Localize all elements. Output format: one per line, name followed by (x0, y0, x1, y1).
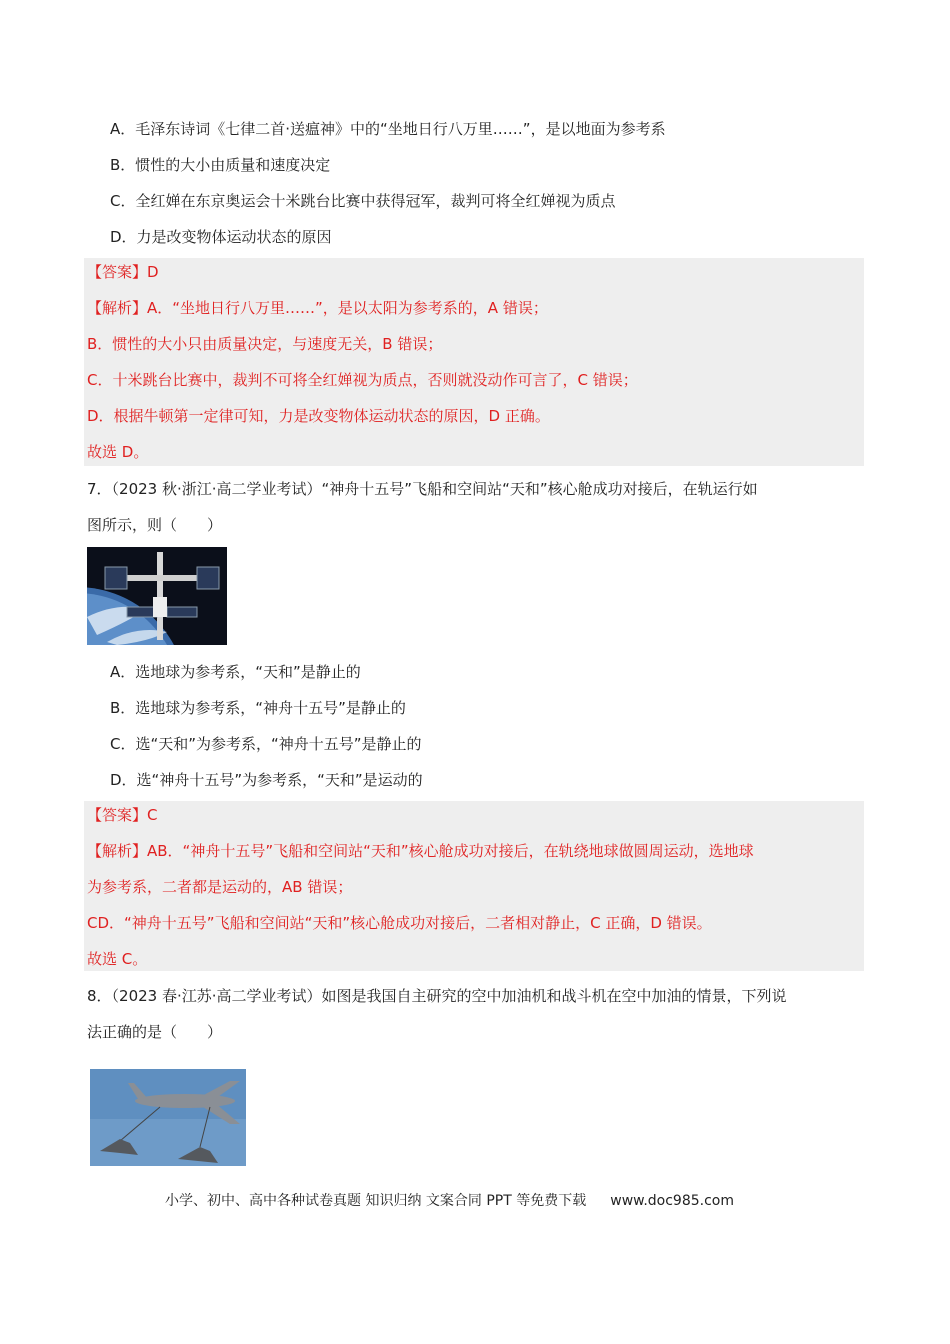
q6-option-a: A．毛泽东诗词《七律二首·送瘟神》中的“坐地日行八万里……”，是以地面为参考系 (110, 120, 666, 138)
q6-analysis-line: B．惯性的大小只由质量决定，与速度无关，B 错误； (87, 335, 443, 353)
space-station-image (87, 547, 227, 645)
q6-analysis-line: D．根据牛顿第一定律可知，力是改变物体运动状态的原因，D 正确。 (87, 407, 550, 425)
q7-option-b: B．选地球为参考系，“神舟十五号”是静止的 (110, 699, 406, 717)
q8-stem-cont: 法正确的是（ ） (87, 1023, 223, 1041)
q7-analysis-line: CD．“神舟十五号”飞船和空间站“天和”核心舱成功对接后，二者相对静止，C 正确，D 错误。 (87, 914, 712, 932)
q7-analysis-line: 为参考系，二者都是运动的，AB 错误； (87, 878, 353, 896)
q6-answer-box (84, 258, 864, 466)
q7-stem-cont: 图所示，则（ ） (87, 516, 223, 534)
q6-analysis-line: 故选 D。 (87, 443, 149, 461)
q7-option-c: C．选“天和”为参考系，“神舟十五号”是静止的 (110, 735, 422, 753)
q7-answer: 【答案】C (87, 806, 158, 824)
q7-analysis-line: 故选 C。 (87, 950, 148, 968)
q6-option-b: B．惯性的大小由质量和速度决定 (110, 156, 331, 174)
q8-stem: 8．（2023 春·江苏·高二学业考试）如图是我国自主研究的空中加油机和战斗机在空中加油的情景，下列说 (87, 987, 787, 1005)
q6-analysis-line: 【解析】A．“坐地日行八万里……”，是以太阳为参考系的，A 错误； (87, 299, 548, 317)
q6-option-d: D．力是改变物体运动状态的原因 (110, 228, 332, 246)
footer-text: 小学、初中、高中各种试卷真题 知识归纳 文案合同 PPT 等免费下载 (165, 1193, 587, 1209)
aerial-refueling-image (90, 1069, 246, 1166)
q6-answer: 【答案】D (87, 263, 159, 281)
q7-stem: 7．（2023 秋·浙江·高二学业考试）“神舟十五号”飞船和空间站“天和”核心舱成功对接后，在轨运行如 (87, 480, 758, 498)
footer-url[interactable]: www.doc985.com (610, 1193, 734, 1209)
q7-option-d: D．选“神舟十五号”为参考系，“天和”是运动的 (110, 771, 423, 789)
q7-analysis-line: 【解析】AB．“神舟十五号”飞船和空间站“天和”核心舱成功对接后，在轨绕地球做圆周运动，选地球 (87, 842, 754, 860)
footer (165, 1191, 734, 1211)
q7-option-a: A．选地球为参考系，“天和”是静止的 (110, 663, 361, 681)
q6-option-c: C．全红婵在东京奥运会十米跳台比赛中获得冠军，裁判可将全红婵视为质点 (110, 192, 616, 210)
q6-analysis-line: C．十米跳台比赛中，裁判不可将全红婵视为质点，否则就没动作可言了，C 错误； (87, 371, 638, 389)
